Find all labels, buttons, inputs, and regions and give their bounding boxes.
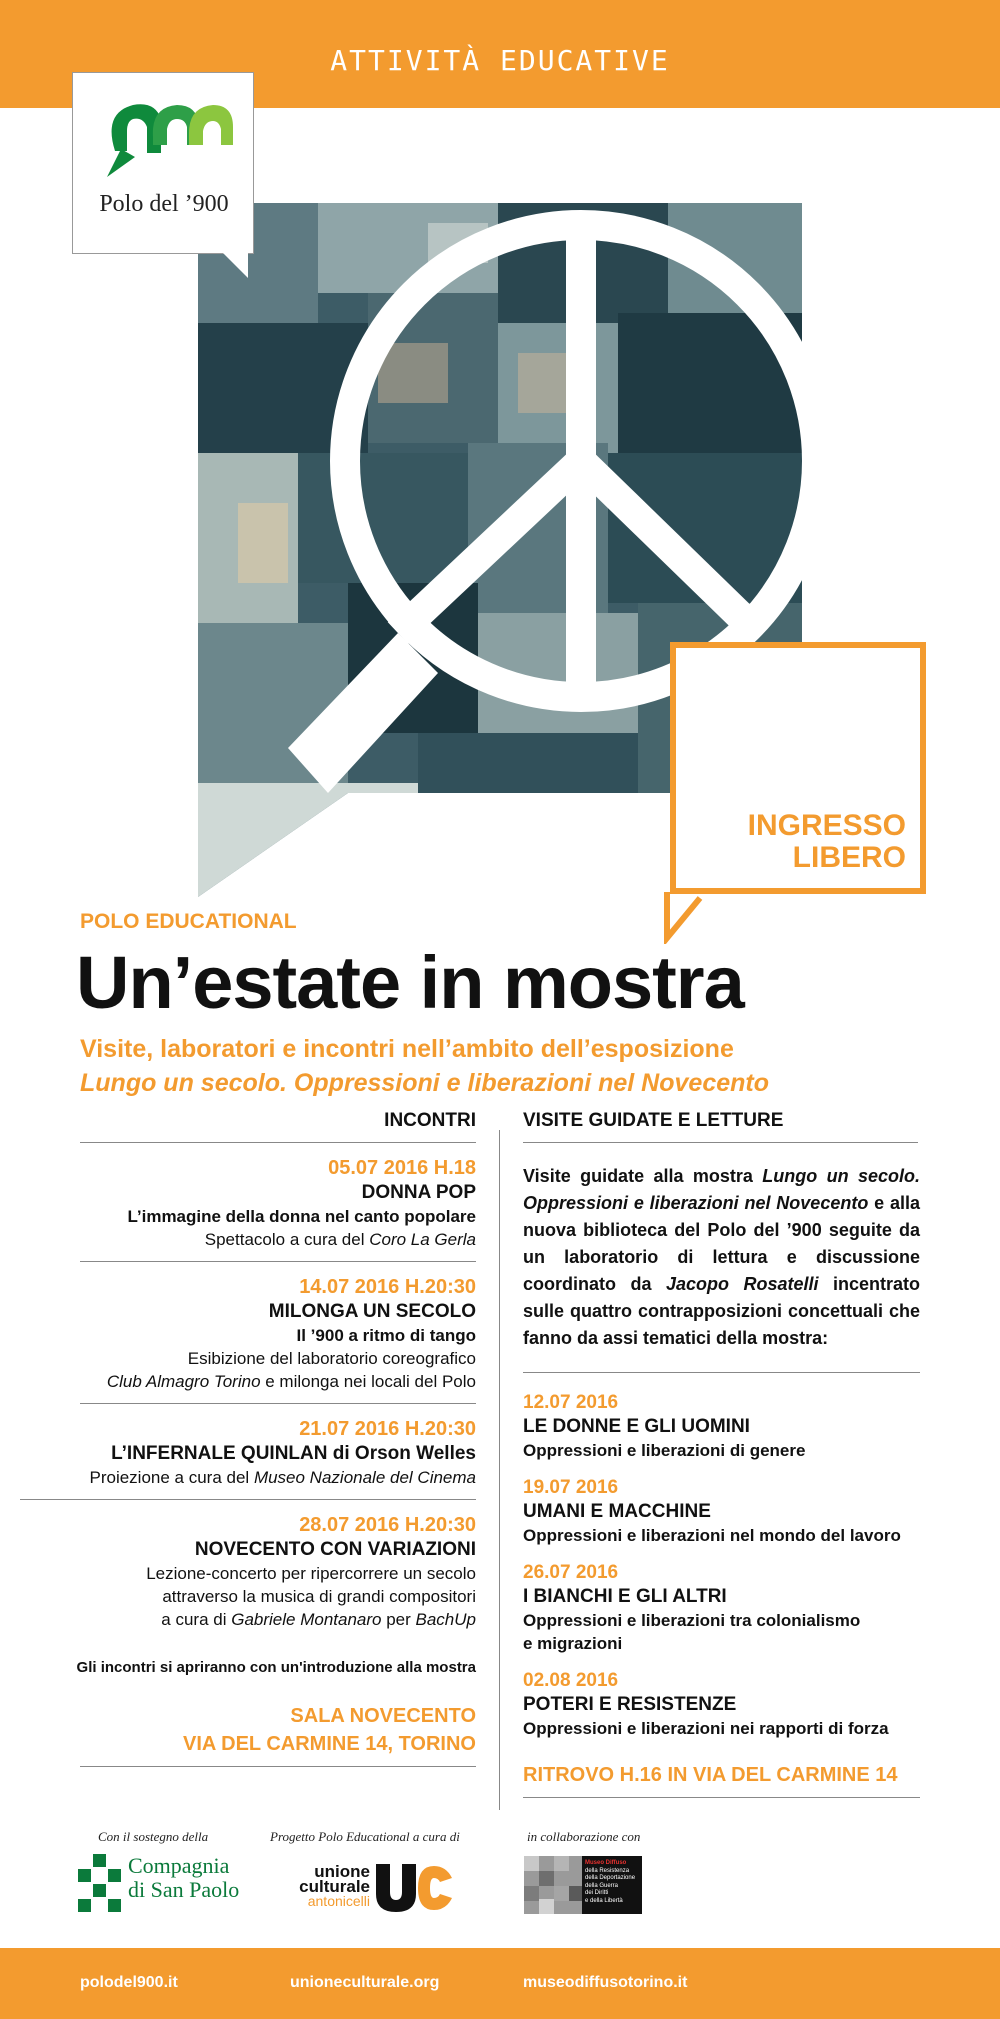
sponsor-label-project: Progetto Polo Educational a cura di xyxy=(270,1829,460,1844)
footer-link-polodel900[interactable]: polodel900.it xyxy=(80,1974,178,1991)
event-date: 05.07 2016 H.18 xyxy=(328,1157,476,1179)
event-name-suffix: di Orson Welles xyxy=(327,1443,476,1464)
visit-date: 12.07 2016 xyxy=(523,1392,619,1413)
event-description-2: attraverso la musica di grandi compositori xyxy=(162,1587,476,1606)
visit-item xyxy=(523,1547,923,1655)
logo-bubble-tail xyxy=(222,252,248,278)
footer-link-unioneculturale[interactable]: unioneculturale.org xyxy=(290,1974,440,1991)
uc-line-1: unione xyxy=(314,1862,370,1881)
uc-line-2: culturale xyxy=(299,1877,370,1896)
event-description: Esibizione del laboratorio coreografico xyxy=(187,1349,476,1368)
event-desc-em: Museo Nazionale del Cinema xyxy=(253,1468,476,1487)
event-item xyxy=(80,1500,476,1641)
event-date: 28.07 2016 H.20:30 xyxy=(299,1514,476,1536)
event-desc-text: e milonga nei locali del Polo xyxy=(260,1372,476,1391)
visit-description: Oppressioni e liberazioni di genere xyxy=(523,1441,806,1460)
kicker-label: POLO EDUCATIONAL xyxy=(80,910,297,933)
compagnia-san-paolo-logo xyxy=(78,1852,248,1914)
compagnia-line-1: Compagnia xyxy=(128,1853,230,1878)
visit-date: 26.07 2016 xyxy=(523,1562,619,1583)
event-desc-text: per xyxy=(381,1610,416,1629)
event-name: DONNA POP xyxy=(361,1182,476,1203)
visit-date: 02.08 2016 xyxy=(523,1670,619,1691)
event-description: Lezione-concerto per ripercorrere un secolo xyxy=(146,1564,476,1583)
visit-description: Oppressioni e liberazioni tra colonialismo xyxy=(523,1611,861,1630)
visits-intro xyxy=(523,1143,920,1373)
museo-line-1: Museo Diffuso xyxy=(585,1860,627,1866)
visit-name: LE DONNE E GLI UOMINI xyxy=(523,1416,750,1437)
museo-diffuso-logo xyxy=(524,1856,642,1914)
pixel-mosaic-icon xyxy=(524,1856,582,1914)
event-subtitle: L’immagine della donna nel canto popolare xyxy=(127,1207,476,1226)
event-description-2 xyxy=(80,1370,476,1393)
visit-name: I BIANCHI E GLI ALTRI xyxy=(523,1586,727,1607)
visits-column xyxy=(523,1110,923,1798)
checker-cross-icon xyxy=(78,1854,122,1912)
uc-line-3: antonicelli xyxy=(307,1893,370,1909)
column-divider xyxy=(499,1130,500,1810)
compagnia-line-2: di San Paolo xyxy=(128,1877,240,1902)
museo-line-3: della Deportazione xyxy=(585,1875,636,1881)
event-item xyxy=(80,1143,476,1262)
event-subtitle: Il ’900 a ritmo di tango xyxy=(296,1326,476,1345)
event-desc-text: a cura di xyxy=(161,1610,232,1629)
subtitle-line-1: Visite, laboratori e incontri nell’ambito dell’esposizione xyxy=(80,1035,734,1063)
venue-line-2: VIA DEL CARMINE 14, TORINO xyxy=(182,1733,476,1755)
meetings-venue xyxy=(80,1676,476,1767)
sponsor-label-support: Con il sostegno della xyxy=(98,1829,209,1844)
compagnia-text xyxy=(128,1854,239,1902)
visit-description: Oppressioni e liberazioni nei rapporti di forza xyxy=(523,1719,889,1738)
free-entry-text xyxy=(748,810,906,874)
visit-item xyxy=(523,1655,923,1740)
subtitle xyxy=(80,1032,769,1100)
polo-del-900-logo xyxy=(72,72,254,254)
visit-description: Oppressioni e liberazioni nel mondo del lavoro xyxy=(523,1526,901,1545)
visit-name: POTERI E RESISTENZE xyxy=(523,1694,737,1715)
intro-text: incentrato sulle quattro contrapposizioni concettuali che fanno da assi tematici della mostra: xyxy=(523,1274,920,1348)
speech-bubbles-icon xyxy=(73,73,255,183)
event-desc-text: Proiezione a cura del xyxy=(89,1468,254,1487)
subtitle-line-2 xyxy=(80,1066,769,1100)
museo-line-6: e della Libertà xyxy=(585,1897,623,1904)
meetings-column xyxy=(20,1110,476,1767)
free-entry-line-2: LIBERO xyxy=(792,841,906,874)
event-date: 14.07 2016 H.20:30 xyxy=(299,1276,476,1298)
event-name: NOVECENTO CON VARIAZIONI xyxy=(194,1539,476,1560)
subtitle-exhibition-title: Lungo un secolo. Oppressioni e liberazioni nel Novecento xyxy=(80,1069,769,1097)
visit-name: UMANI E MACCHINE xyxy=(523,1501,711,1522)
event-name: MILONGA UN SECOLO xyxy=(268,1301,476,1322)
visits-heading: VISITE GUIDATE E LETTURE xyxy=(523,1110,918,1143)
intro-em: Jacopo Rosatelli xyxy=(665,1274,819,1294)
event-desc-em: Club Almagro Torino xyxy=(106,1372,261,1391)
unione-culturale-logo xyxy=(286,1860,456,1916)
event-desc-em: BachUp xyxy=(415,1610,476,1629)
free-entry-line-1: INGRESSO xyxy=(747,809,906,842)
visit-item xyxy=(523,1462,923,1547)
event-item xyxy=(20,1404,476,1500)
museo-line-5: dei Diritti xyxy=(585,1890,609,1896)
intro-text: Visite guidate alla mostra xyxy=(523,1166,763,1186)
event-name-text: L’INFERNALE QUINLAN xyxy=(111,1443,328,1464)
footer-link-museodiffuso[interactable]: museodiffusotorino.it xyxy=(523,1974,688,1991)
badge-bubble-tail xyxy=(664,892,704,944)
intro-em: Lungo un secolo. Oppressioni e liberazioni nel Novecento xyxy=(523,1166,920,1213)
visit-description-2: e migrazioni xyxy=(523,1634,623,1653)
header-title: ATTIVITÀ EDUCATIVE xyxy=(330,44,670,77)
page-title: Un’estate in mostra xyxy=(76,941,744,1024)
visit-item xyxy=(523,1373,923,1462)
uc-mark-icon xyxy=(374,1862,454,1914)
venue-line-1: SALA NOVECENTO xyxy=(290,1705,476,1727)
event-item xyxy=(80,1262,476,1404)
intro-text: e alla nuova biblioteca del Polo del ’900 seguite da un laboratorio di lettura e discussione coordinato da xyxy=(523,1193,920,1294)
event-desc-em: Coro La Gerla xyxy=(369,1230,476,1249)
footer-bar xyxy=(0,1948,1000,2019)
event-name xyxy=(20,1442,476,1466)
museo-line-4: della Guerra xyxy=(585,1882,619,1889)
event-desc-em: Gabriele Montanaro xyxy=(231,1610,382,1629)
free-entry-badge xyxy=(670,642,926,894)
sponsor-label-collaboration: in collaborazione con xyxy=(527,1829,641,1844)
visits-meeting-point: RITROVO H.16 IN VIA DEL CARMINE 14 xyxy=(523,1740,920,1798)
event-description xyxy=(80,1228,476,1251)
meetings-heading: INCONTRI xyxy=(80,1110,476,1143)
meetings-note: Gli incontri si apriranno con un'introduzione alla mostra xyxy=(76,1659,476,1676)
event-date: 21.07 2016 H.20:30 xyxy=(299,1418,476,1440)
logo-text: Polo del ’900 xyxy=(99,191,229,217)
uc-wordmark xyxy=(286,1864,370,1909)
museo-wordmark xyxy=(582,1856,642,1914)
museo-line-2: della Resistenza xyxy=(585,1867,630,1874)
visit-date: 19.07 2016 xyxy=(523,1477,619,1498)
event-desc-text: Spettacolo a cura del xyxy=(204,1230,370,1249)
event-description-3 xyxy=(80,1608,476,1631)
event-description xyxy=(20,1466,476,1489)
